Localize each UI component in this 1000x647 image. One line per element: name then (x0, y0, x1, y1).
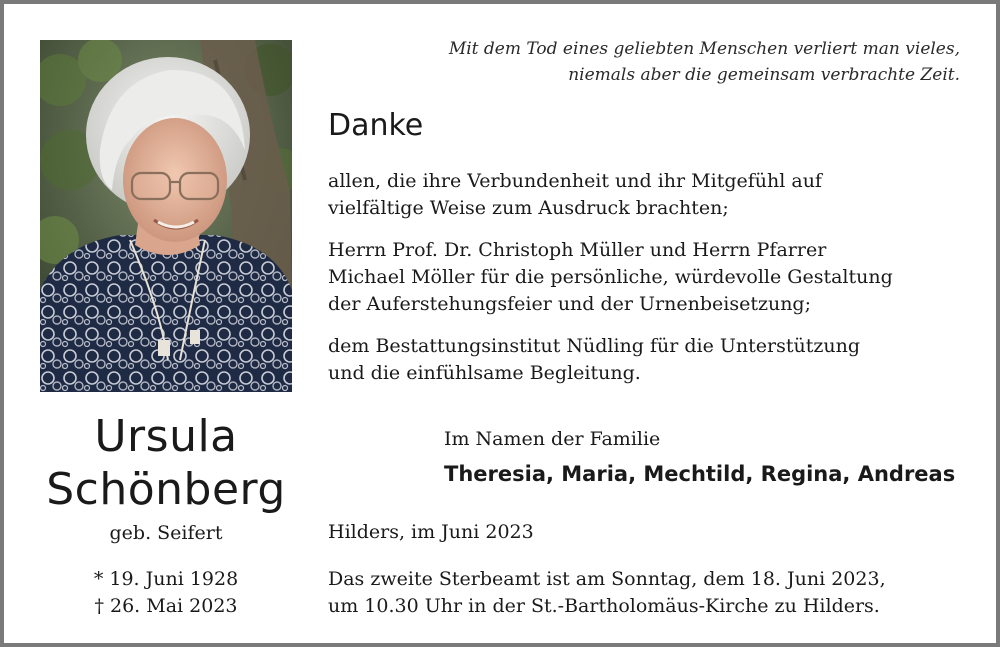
place-date: Hilders, im Juni 2023 (328, 521, 534, 543)
thanks-heading: Danke (328, 108, 424, 143)
service-notice (328, 566, 886, 620)
thanks-body (328, 168, 978, 402)
death-date: † 26. Mai 2023 (94, 595, 238, 617)
text-line: Michael Möller für die persönliche, würdevolle Gestaltung (328, 266, 893, 288)
text-line: Das zweite Sterbeamt ist am Sonntag, dem 18. Juni 2023, (328, 568, 886, 590)
deceased-first-name: Ursula (94, 411, 238, 462)
birth-name: geb. Seifert (109, 522, 223, 544)
thanks-paragraph (328, 237, 978, 318)
thanks-paragraph (328, 333, 978, 387)
text-line: Herrn Prof. Dr. Christoph Müller und Herrn Pfarrer (328, 239, 827, 261)
birth-date: * 19. Juni 1928 (93, 568, 239, 590)
quote-line: niemals aber die gemeinsam verbrachte Zeit. (568, 65, 960, 85)
thanks-paragraph (328, 168, 978, 222)
text-line: vielfältige Weise zum Ausdruck brachten; (328, 197, 729, 219)
text-line: dem Bestattungsinstitut Nüdling für die Unterstützung (328, 335, 861, 357)
family-label: Im Namen der Familie (444, 428, 661, 450)
life-dates (24, 566, 308, 620)
portrait-photo (40, 40, 292, 392)
text-line: und die einfühlsame Begleitung. (328, 362, 641, 384)
deceased-last-name: Schönberg (46, 464, 286, 515)
text-line: der Auferstehungsfeier und der Urnenbeisetzung; (328, 293, 811, 315)
text-line: um 10.30 Uhr in der St.-Bartholomäus-Kirche zu Hilders. (328, 595, 880, 617)
text-line: allen, die ihre Verbundenheit und ihr Mitgefühl auf (328, 170, 822, 192)
quote-line: Mit dem Tod eines geliebten Menschen verliert man vieles, (448, 39, 960, 59)
memorial-quote (449, 36, 960, 88)
family-names: Theresia, Maria, Mechtild, Regina, Andreas (444, 462, 956, 486)
